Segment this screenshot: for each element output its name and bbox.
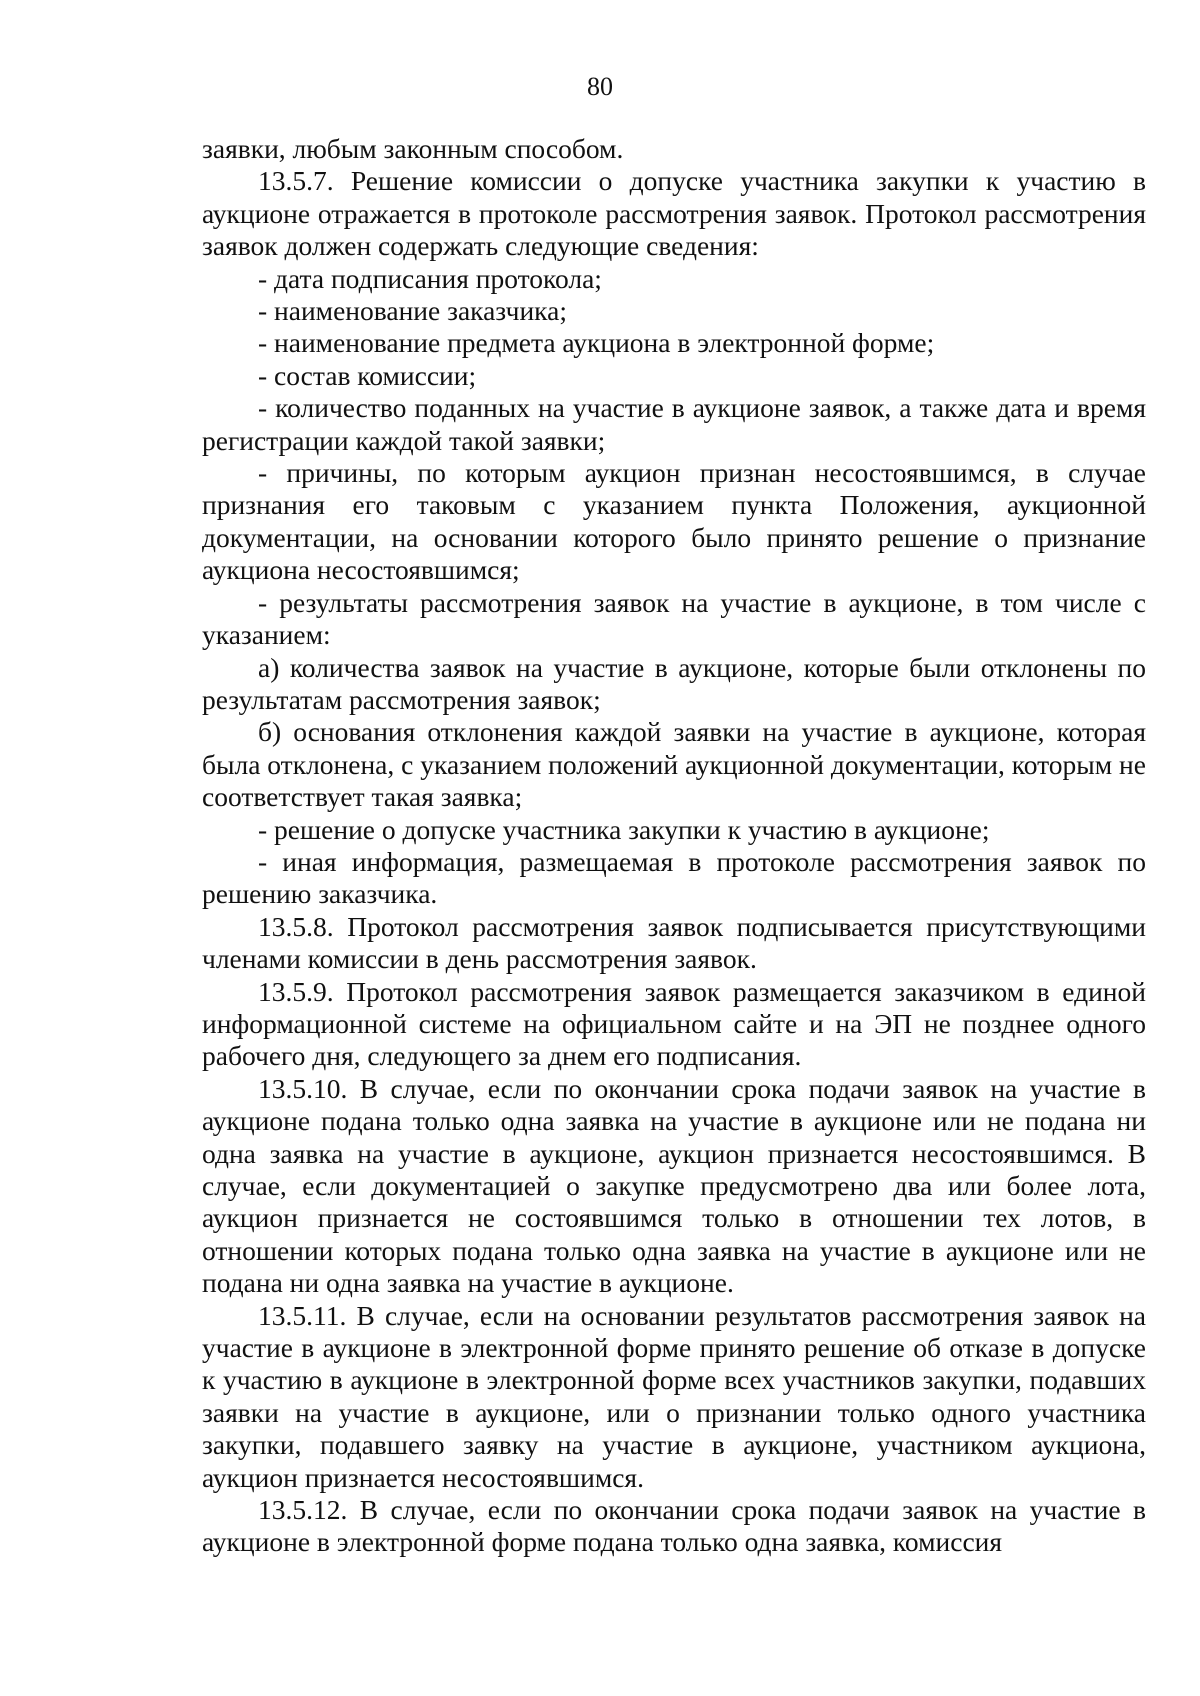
sub-item-a: а) количества заявок на участие в аукционе, которые были отклонены по результатам рассмотрения заявок; <box>202 651 1146 715</box>
paragraph-13-5-10: 13.5.10. В случае, если по окончании срока подачи заявок на участие в аукционе подана только одна заявка на участие в аукционе или не подана ни одна заявка на участие в аукционе, аукцион признается несостоявшимся. В случае, если документацией о закупке предусмотрено два или более лота, аукцион признается не состоявшимся только в отношении тех лотов, в отношении которых подана только одна заявка на участие в аукционе или не подана ни одна заявка на участие в аукционе. <box>202 1072 1146 1299</box>
paragraph-continuation: заявки, любым законным способом. <box>202 133 624 164</box>
sub-item-b: б) основания отклонения каждой заявки на участие в аукционе, которая была отклонена, с указанием положений аукционной документации, которым не соответствует такая заявка; <box>202 716 1146 813</box>
paragraph-13-5-8: 13.5.8. Протокол рассмотрения заявок подписывается присутствующими членами комиссии в день рассмотрения заявок. <box>202 910 1146 975</box>
list-item-failure-reasons: - причины, по которым аукцион признан несостоявшимся, в случае признания его таковым с указанием пункта Положения, аукционной документации, на основании которого было принято решение о признание аукциона несостоявшимся; <box>202 457 1146 586</box>
list-item-applications-count: - количество поданных на участие в аукционе заявок, а также дата и время регистрации каждой такой заявки; <box>202 392 1146 456</box>
paragraph-13-5-9: 13.5.9. Протокол рассмотрения заявок размещается заказчиком в единой информационной системе на официальном сайте и на ЭП не позднее одного рабочего дня, следующего за днем его подписания. <box>202 975 1146 1072</box>
paragraph-13-5-7: 13.5.7. Решение комиссии о допуске участника закупки к участию в аукционе отражается в протоколе рассмотрения заявок. Протокол рассмотрения заявок должен содержать следующие сведения: <box>202 165 1146 262</box>
list-item-signing-date: - дата подписания протокола; <box>258 262 602 294</box>
list-item-review-results: - результаты рассмотрения заявок на участие в аукционе, в том числе с указанием: <box>202 586 1146 651</box>
page-number: 80 <box>587 72 613 101</box>
list-item-auction-subject: - наименование предмета аукциона в электронной форме; <box>258 327 935 359</box>
list-item-other-info: - иная информация, размещаемая в протоколе рассмотрения заявок по решению заказчика. <box>202 845 1146 910</box>
paragraph-13-5-12: 13.5.12. В случае, если по окончании срока подачи заявок на участие в аукционе в электронной форме подана только одна заявка, комиссия <box>202 1494 1146 1558</box>
list-item-admission-decision: - решение о допуске участника закупки к участию в аукционе; <box>258 813 990 845</box>
paragraph-13-5-11: 13.5.11. В случае, если на основании результатов рассмотрения заявок на участие в аукционе в электронной форме принято решение об отказе в допуске к участию в аукционе в электронной форме всех участников закупки, подавших заявки на участие в аукционе, или о признании только одного участника закупки, подавшего заявку на участие в аукционе, участником аукциона, аукцион признается несостоявшимся. <box>202 1299 1146 1493</box>
list-item-customer-name: - наименование заказчика; <box>258 295 567 327</box>
document-body <box>202 133 1146 1559</box>
list-item-commission: - состав комиссии; <box>258 359 477 391</box>
